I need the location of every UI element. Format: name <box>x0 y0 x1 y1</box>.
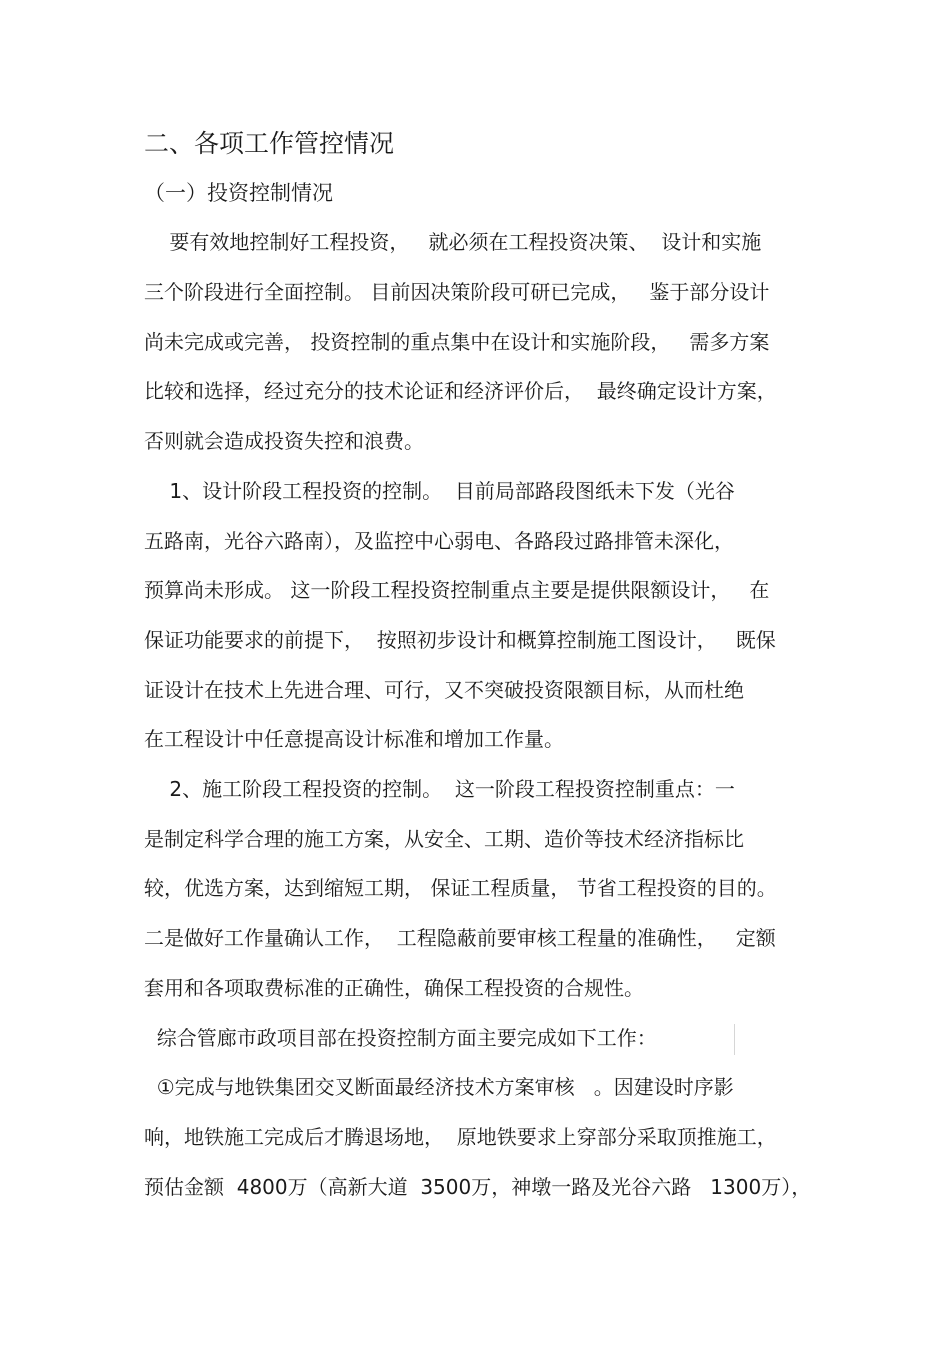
section-heading: 二、各项工作管控情况 <box>144 129 395 158</box>
body-line: 较，优选方案，达到缩短工期， 保证工程质量， 节省工程投资的目的。 <box>144 876 777 900</box>
body-line: 预估金额 4800万（高新大道 3500万，神墩一路及光谷六路 1300万）， <box>144 1175 812 1199</box>
body-line: ①完成与地铁集团交叉断面最经济技术方案审核 。因建设时序影 <box>144 1075 734 1099</box>
body-line: 2、施工阶段工程投资的控制。 这一阶段工程投资控制重点：一 <box>144 777 735 801</box>
body-line: 1、设计阶段工程投资的控制。 目前局部路段图纸未下发（光谷 <box>144 479 735 503</box>
subsection-heading: （一）投资控制情况 <box>144 181 333 205</box>
body-line: 要有效地控制好工程投资， 就必须在工程投资决策、 设计和实施 <box>144 230 762 254</box>
body-line: 比较和选择，经过充分的技术论证和经济评价后， 最终确定设计方案， <box>144 379 777 403</box>
body-line: 综合管廊市政项目部在投资控制方面主要完成如下工作： <box>144 1026 657 1050</box>
body-line: 在工程设计中任意提高设计标准和增加工作量。 <box>144 727 564 751</box>
body-line: 五路南，光谷六路南），及监控中心弱电、各路段过路排管未深化， <box>144 529 734 553</box>
body-line: 预算尚未形成。 这一阶段工程投资控制重点主要是提供限额设计， 在 <box>144 578 770 602</box>
body-line: 二是做好工作量确认工作， 工程隐蔽前要审核工程量的准确性， 定额 <box>144 926 776 950</box>
margin-divider <box>734 1024 735 1055</box>
body-line: 证设计在技术上先进合理、可行，又不突破投资限额目标，从而杜绝 <box>144 678 744 702</box>
body-line: 是制定科学合理的施工方案，从安全、工期、造价等技术经济指标比 <box>144 827 744 851</box>
body-line: 三个阶段进行全面控制。 目前因决策阶段可研已完成， 鉴于部分设计 <box>144 280 770 304</box>
body-line: 套用和各项取费标准的正确性，确保工程投资的合规性。 <box>144 976 644 1000</box>
body-line: 响，地铁施工完成后才腾退场地， 原地铁要求上穿部分采取顶推施工， <box>144 1125 777 1149</box>
body-line: 否则就会造成投资失控和浪费。 <box>144 429 424 453</box>
body-line: 保证功能要求的前提下， 按照初步设计和概算控制施工图设计， 既保 <box>144 628 776 652</box>
body-line: 尚未完成或完善， 投资控制的重点集中在设计和实施阶段， 需多方案 <box>144 330 770 354</box>
